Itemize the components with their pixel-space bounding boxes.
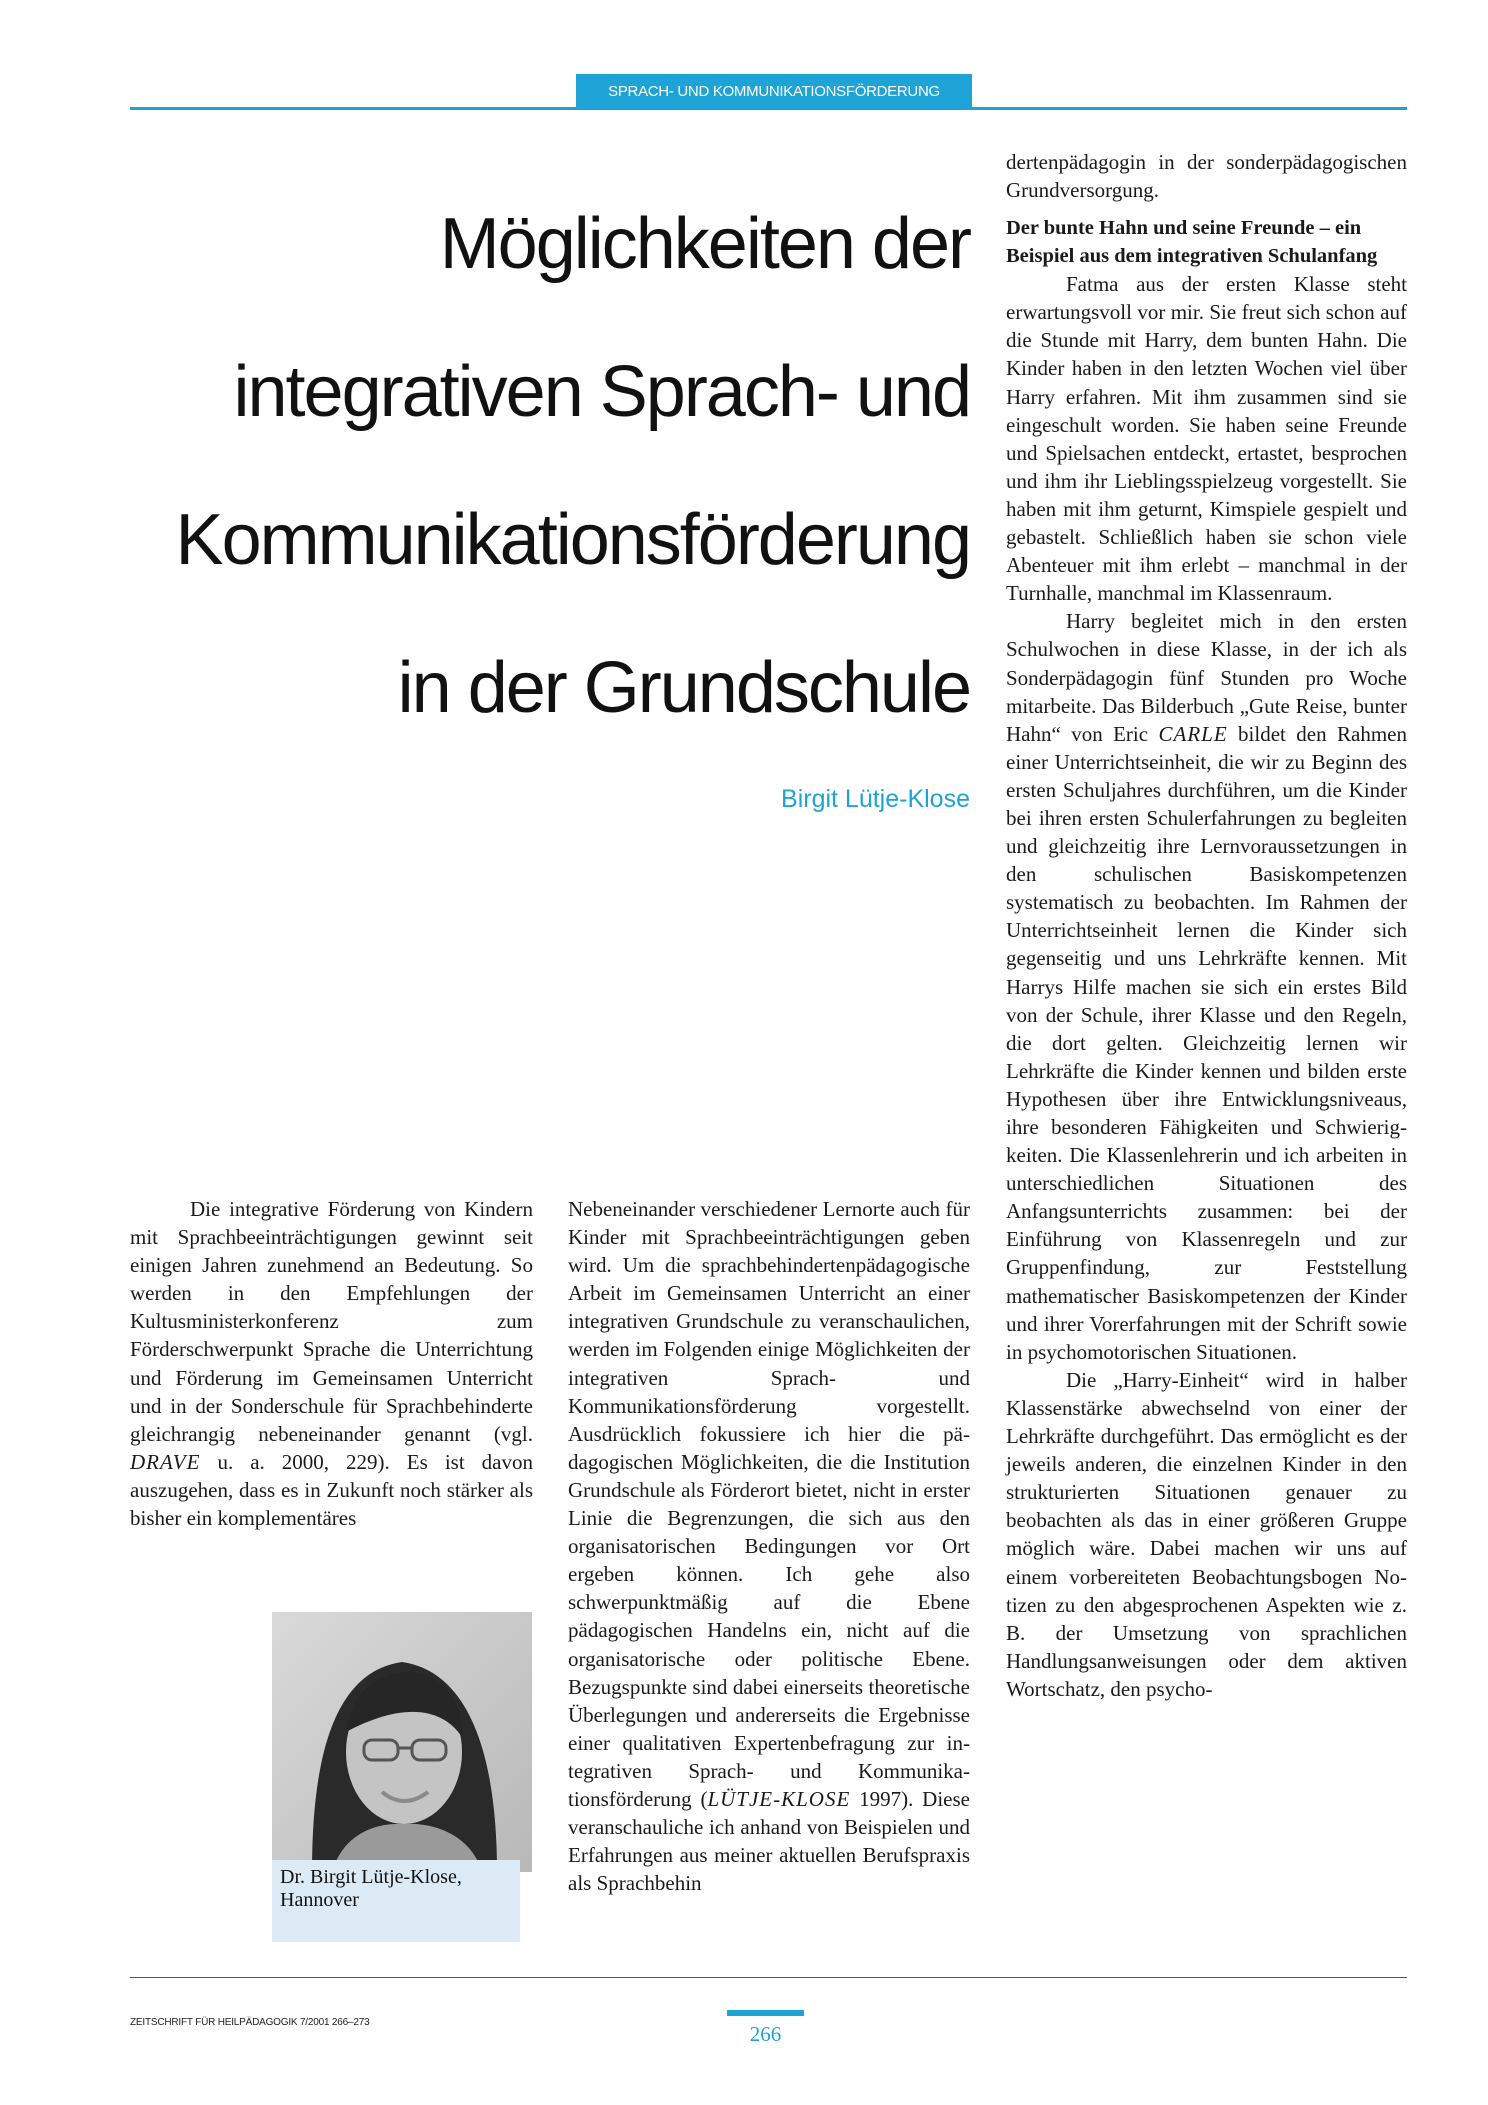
citation-name: LÜTJE-KLOSE [707,1786,851,1811]
title-line: Kommunikationsförderung [175,500,970,580]
author-portrait-image [272,1612,532,1872]
paragraph: Harry begleitet mich in den ersten Schulwochen in diese Klasse, in der ich als Sonderpädagogin fünf Stunden pro Woche mitarbeite. Das Bilderbuch „Gute Reise, bunter Hahn“ von Eric CARLE bildet den Rahmen einer Unterrichtseinheit, die wir zu Beginn des ersten Schuljahres durchführen, um die Kinder bei ihren ersten Schulerfahrungen zu begleiten und gleichzeitig ihre Lernvoraussetzungen in den schulischen Basiskompetenzen systematisch zu beobachten. Im Rahmen der Unterrichtseinheit lernen die Kinder sich gegenseitig und uns Lehrkräfte kennen. Mit Harrys Hilfe machen sie sich ein erstes Bild von der Schule, ihrer Klasse und den Regeln, die dort gelten. Gleichzeitig lernen wir Lehrkräfte die Kinder kennen und bilden erste Hypothesen über ihre Entwicklungsniveaus, ihre besonderen Fähigkeiten und Schwierigkeiten. Die Klassenlehrerin und ich arbeiten in unterschiedlichen Situationen des Anfangsunterrichts zusammen: bei der Einführung von Klassenregeln und zur Gruppenfindung, zur Feststellung mathematischer Basiskompetenzen der Kinder und ihrer Vorerfahrungen mit der Schrift sowie in psychomotorischen Situationen. [1006,609,1407,1364]
journal-reference: ZEITSCHRIFT FÜR HEILPÄDAGOGIK 7/2001 266–273 [130,2017,370,2028]
section-heading: Der bunte Hahn und seine Freunde – ein Beispiel aus dem integrativen Schulanfang [1006,217,1378,268]
title-line: Möglichkeiten der [439,204,970,284]
page-number-bar [727,2010,804,2016]
author-photo [272,1612,532,1872]
paragraph: Nebeneinander verschiedener Lernorte auch für Kinder mit Sprachbeeinträchtigungen geben wird. Um die sprachbehindertenpädagogische Arbeit im Gemeinsamen Unterricht an einer integrativen Grundschule zu veranschaulichen, werden im Folgenden einige Möglichkeiten der integrativen Sprach- und Kommunikationsförderung vorgestellt. Ausdrücklich fokussiere ich hier die pädagogischen Möglichkeiten, die die Institution Grundschule als Förderort bietet, nicht in erster Linie die Begrenzungen, die sich aus den organisatorischen Bedingungen vor Ort ergeben können. Ich gehe also schwerpunktmäßig auf die Ebene pädagogischen Handelns ein, nicht auf die organisatorische oder politische Ebene. Bezugspunkte sind dabei einerseits theoretische Überlegungen und andererseits die Ergebnisse einer qualitativen Expertenbefragung zur integrativen Sprach- und Kommunikationsförderung (LÜTJE-KLOSE 1997). Diese veranschauliche ich anhand von Beispielen und Erfahrungen aus meiner aktuellen Berufspraxis als Sprachbehin [568,1197,970,1896]
title-line: integrativen Sprach- und [233,352,970,432]
header-rule [130,107,1407,110]
text-column-1 [130,1195,533,1532]
title-line: in der Grundschule [397,648,970,728]
paragraph: Die integrative Förderung von Kindern mit Sprachbeeinträchtigungen gewinnt seit einigen Jahren zunehmend an Bedeutung. So werden in den Empfehlungen der Kultusministerkonferenz zum Förderschwerpunkt Sprache die Unterrichtung und Förderung im Gemeinsamen Unterricht und in der Sonderschule für Sprachbehinderte gleichrangig nebeneinander genannt (vgl. DRAVE u. a. 2000, 229). Es ist davon auszugehen, dass es in Zukunft noch stärker als bisher ein komplementäres [130,1197,533,1531]
paragraph: Die „Harry-Einheit“ wird in halber Klassenstärke abwechselnd von einer der Lehrkräfte durchgeführt. Das ermöglicht es der jeweils anderen, die einzelnen Kinder in den strukturierten Situationen genauer zu beobachten als das in einer größeren Gruppe möglich wäre. Dabei machen wir uns auf einem vorbereiteten Beobachtungsbogen Notizen zu den abgesprochenen Aspekten wie z. B. der Umsetzung von sprachlichen Handlungsanweisungen oder dem aktiven Wortschatz, den psycho- [1006,1367,1407,1701]
section-header-label: SPRACH- UND KOMMUNIKATIONSFÖRDERUNG [576,74,972,108]
text-column-3 [1006,148,1407,1703]
article-title [100,170,970,762]
article-author: Birgit Lütje-Klose [781,785,970,813]
paragraph: Fatma aus der ersten Klasse steht erwartungsvoll vor mir. Sie freut sich schon auf die Stunde mit Harry, dem bunten Hahn. Die Kinder haben in den letzten Wochen viel über Harry erfahren. Mit ihm zusammen sind sie eingeschult worden. Sie haben seine Freunde und Spielsachen entdeckt, ertastet, besprochen und ihm ihr Lieblingsspielzeug vorgestellt. Sie haben mit ihm geturnt, Kimspiele gespielt und gebastelt. Schließlich haben sie schon viele Abenteuer mit ihm erlebt – manchmal in der Turnhalle, manchmal im Klassenraum. [1006,272,1407,606]
paragraph: dertenpädagogin in der sonderpädagogischen Grundversorgung. [1006,150,1407,203]
text-column-2 [568,1195,970,1897]
page-number: 266 [749,2022,782,2046]
citation-name: DRAVE [130,1449,201,1474]
photo-caption: Dr. Birgit Lütje-Klose, Hannover [272,1860,520,1942]
footer-rule [130,1977,1407,1978]
citation-name: CARLE [1158,721,1228,746]
